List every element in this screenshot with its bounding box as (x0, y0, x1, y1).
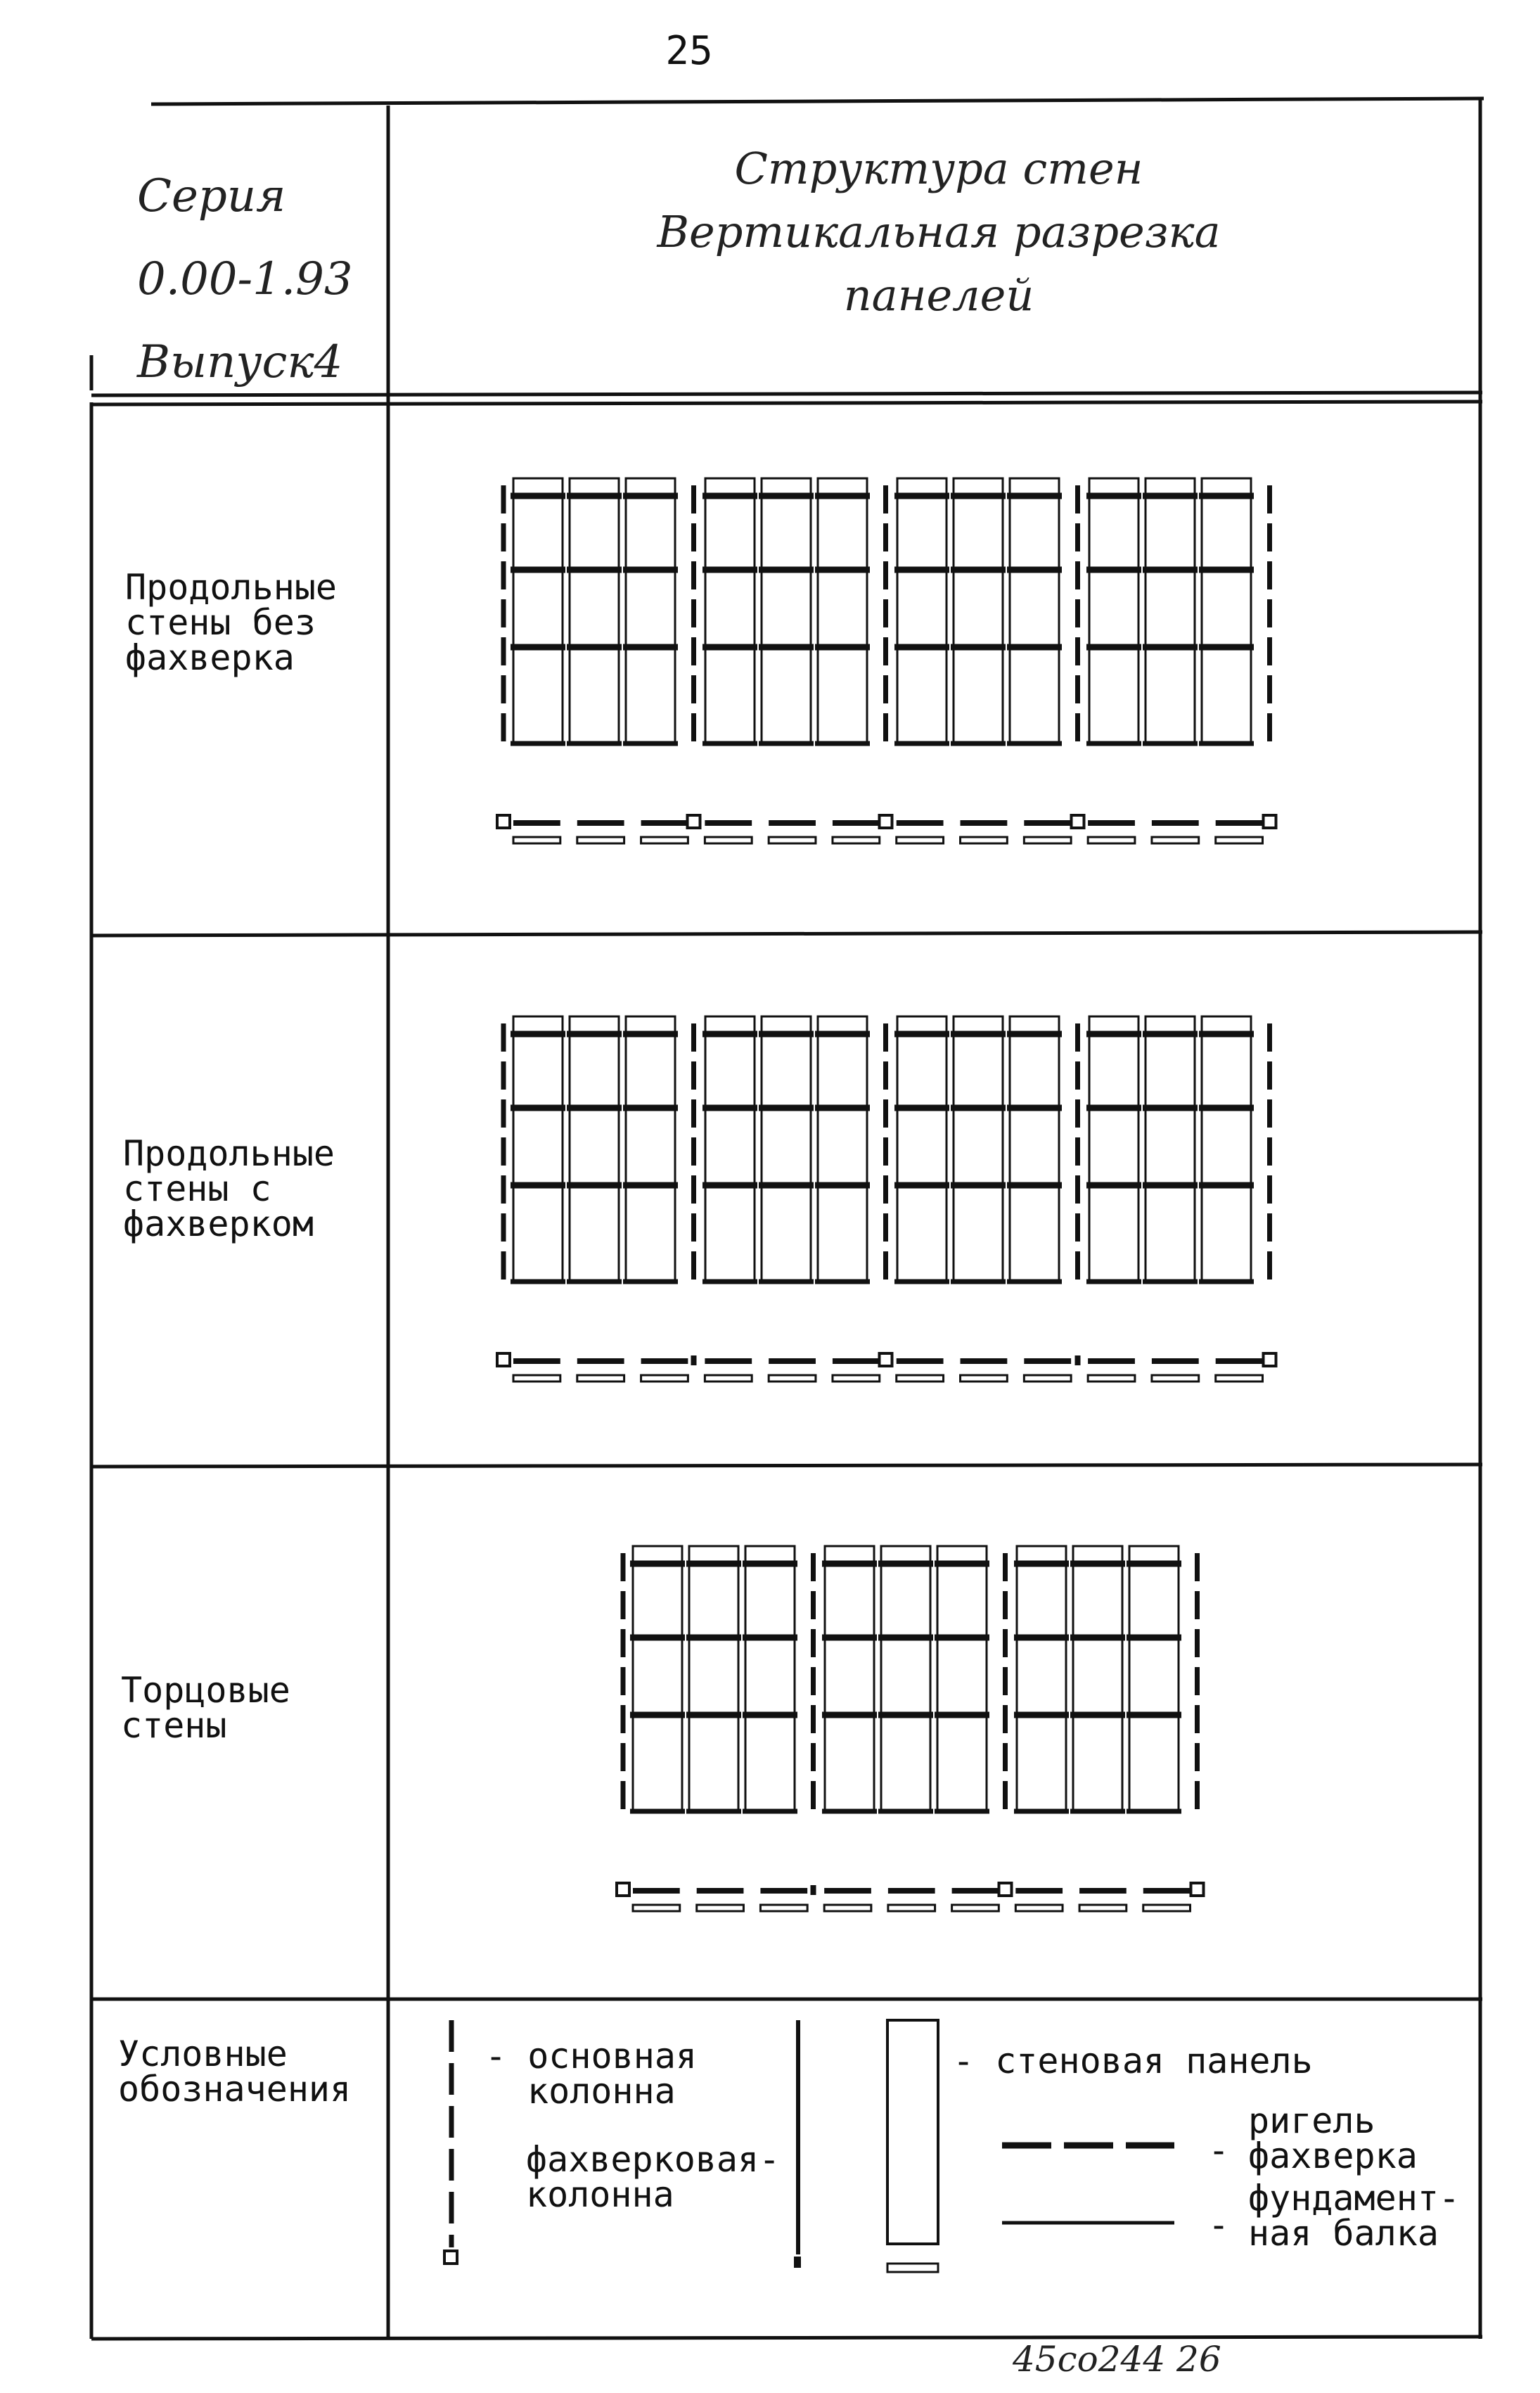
legend-line: колонна (526, 2174, 674, 2215)
plan-panel (961, 1375, 1008, 1381)
wall-panel (1202, 1016, 1251, 1280)
plan-panel (705, 837, 752, 843)
plan-column (617, 1883, 629, 1896)
plan-column (497, 1353, 510, 1366)
series-issue: Выпуск4 (137, 336, 343, 388)
row-label-longitudinal-with-fachwerk (123, 1133, 335, 1244)
plan-panel (824, 1905, 871, 1911)
legend-line: колонна (527, 2071, 676, 2112)
wall-panel (705, 478, 755, 742)
plan-column (880, 1353, 892, 1366)
plan-column (880, 815, 892, 828)
row-label-line: фахверком (123, 1204, 314, 1244)
wall-panel (954, 478, 1003, 742)
wall-panel (570, 1016, 619, 1280)
row-label-line: фахверка (125, 637, 295, 678)
legend-foundation-dash: - (1208, 2204, 1230, 2245)
wall-panel (825, 1546, 874, 1810)
plan-panel (513, 1375, 560, 1381)
row-label-line: стены (121, 1705, 227, 1746)
plan-panel (833, 837, 880, 843)
plan-panel (1088, 837, 1135, 843)
wall-elevation-longitudinal-with-fachwerk (497, 1016, 1276, 1381)
legend-heading-line: Условные (118, 2034, 288, 2074)
wall-panel (881, 1546, 930, 1810)
plan-panel (1216, 837, 1263, 843)
wall-panel (1010, 478, 1059, 742)
plan-panel (1216, 1375, 1263, 1381)
legend-girder-text (1248, 2100, 1418, 2176)
wall-panel (954, 1016, 1003, 1280)
plan-panel (1024, 837, 1071, 843)
plan-panel (1015, 1905, 1063, 1911)
row-label-line: стены без (125, 602, 316, 643)
row-label-line: Торцовые (121, 1670, 290, 1711)
series-block (137, 155, 353, 404)
wall-panel (937, 1546, 987, 1810)
legend-line: фундамент- (1248, 2178, 1461, 2219)
plan-panel (769, 837, 816, 843)
plan-fachwerk-column (1075, 1355, 1081, 1365)
plan-column (1191, 1883, 1204, 1896)
row-label-longitudinal-no-fachwerk (125, 567, 338, 678)
legend-line: фахверковая- (526, 2139, 781, 2180)
wall-panel (513, 478, 563, 742)
plan-column (999, 1883, 1012, 1896)
wall-panel (745, 1546, 795, 1810)
plan-panel (513, 837, 560, 843)
sheet-title (394, 137, 1484, 327)
wall-elevation-end-walls (617, 1546, 1204, 1911)
plan-panel (1024, 1375, 1071, 1381)
plan-panel (1143, 1905, 1191, 1911)
title-line-2: Вертикальная разрезка (657, 206, 1221, 257)
plan-panel (760, 1905, 807, 1911)
series-label: Серия (137, 170, 286, 222)
row-label-end-walls (121, 1670, 290, 1746)
legend-line: ная балка (1248, 2213, 1439, 2254)
plan-panel (1152, 1375, 1199, 1381)
plan-panel (833, 1375, 880, 1381)
plan-panel (633, 1905, 680, 1911)
legend-girder-dash: - (1208, 2130, 1230, 2171)
plan-column (688, 815, 700, 828)
plan-column (1264, 1353, 1276, 1366)
wall-elevation-longitudinal-no-fachwerk (497, 478, 1276, 843)
series-number: 0.00-1.93 (137, 253, 353, 305)
wall-panel-symbol (887, 2020, 938, 2244)
legend-foundation-text (1248, 2178, 1461, 2254)
legend-heading-line: обозначения (118, 2069, 352, 2110)
row-label-line: стены с (123, 1168, 271, 1209)
legend-line: - основная (485, 2036, 698, 2076)
wall-panel (705, 1016, 755, 1280)
wall-panel-plan-symbol (887, 2264, 938, 2272)
wall-panel (1089, 478, 1138, 742)
plan-panel (641, 1375, 688, 1381)
wall-panel (626, 1016, 675, 1280)
wall-panel (1010, 1016, 1059, 1280)
plan-panel (577, 837, 624, 843)
plan-panel (897, 1375, 944, 1381)
plan-panel (961, 837, 1008, 843)
legend-wall-panel-text: - стеновая панель (953, 2041, 1313, 2081)
plan-column (1072, 815, 1084, 828)
fachwerk-column-plan-symbol (794, 2257, 801, 2268)
plan-panel (1152, 837, 1199, 843)
wall-panel (570, 478, 619, 742)
wall-panel (1202, 478, 1251, 742)
wall-panel (818, 1016, 867, 1280)
wall-panel (689, 1546, 738, 1810)
row-label-line: Продольные (123, 1133, 335, 1174)
row-label-line: Продольные (125, 567, 338, 608)
wall-panel (633, 1546, 682, 1810)
wall-panel (1073, 1546, 1122, 1810)
legend-line: фахверка (1248, 2136, 1418, 2176)
plan-column (497, 815, 510, 828)
wall-panel (897, 1016, 947, 1280)
plan-panel (641, 837, 688, 843)
wall-panel (762, 1016, 811, 1280)
wall-panel (513, 1016, 563, 1280)
plan-panel (1079, 1905, 1127, 1911)
plan-fachwerk-column (691, 1355, 697, 1365)
wall-panel (818, 478, 867, 742)
wall-panel (1146, 478, 1195, 742)
legend-line: ригель (1248, 2100, 1375, 2141)
title-line-3: панелей (843, 269, 1034, 321)
plan-panel (888, 1905, 935, 1911)
wall-panel (1129, 1546, 1179, 1810)
plan-panel (697, 1905, 744, 1911)
plan-panel (897, 837, 944, 843)
plan-panel (577, 1375, 624, 1381)
plan-panel (1088, 1375, 1135, 1381)
legend-heading (118, 2034, 352, 2110)
title-line-1: Структура стен (734, 143, 1143, 194)
wall-panel (762, 478, 811, 742)
wall-panel (897, 478, 947, 742)
plan-column (1264, 815, 1276, 828)
main-column-plan-symbol (444, 2251, 457, 2264)
plan-panel (952, 1905, 999, 1911)
wall-panel (1089, 1016, 1138, 1280)
wall-panel (1146, 1016, 1195, 1280)
wall-panel (626, 478, 675, 742)
plan-fachwerk-column (811, 1885, 816, 1895)
plan-panel (769, 1375, 816, 1381)
page-number: 25 (665, 28, 713, 74)
bottom-note: 45со244 26 (1013, 2339, 1221, 2380)
wall-panel (1017, 1546, 1066, 1810)
legend-main-column-text (485, 2036, 698, 2112)
legend-fachwerk-column-text (526, 2139, 781, 2215)
plan-panel (705, 1375, 752, 1381)
